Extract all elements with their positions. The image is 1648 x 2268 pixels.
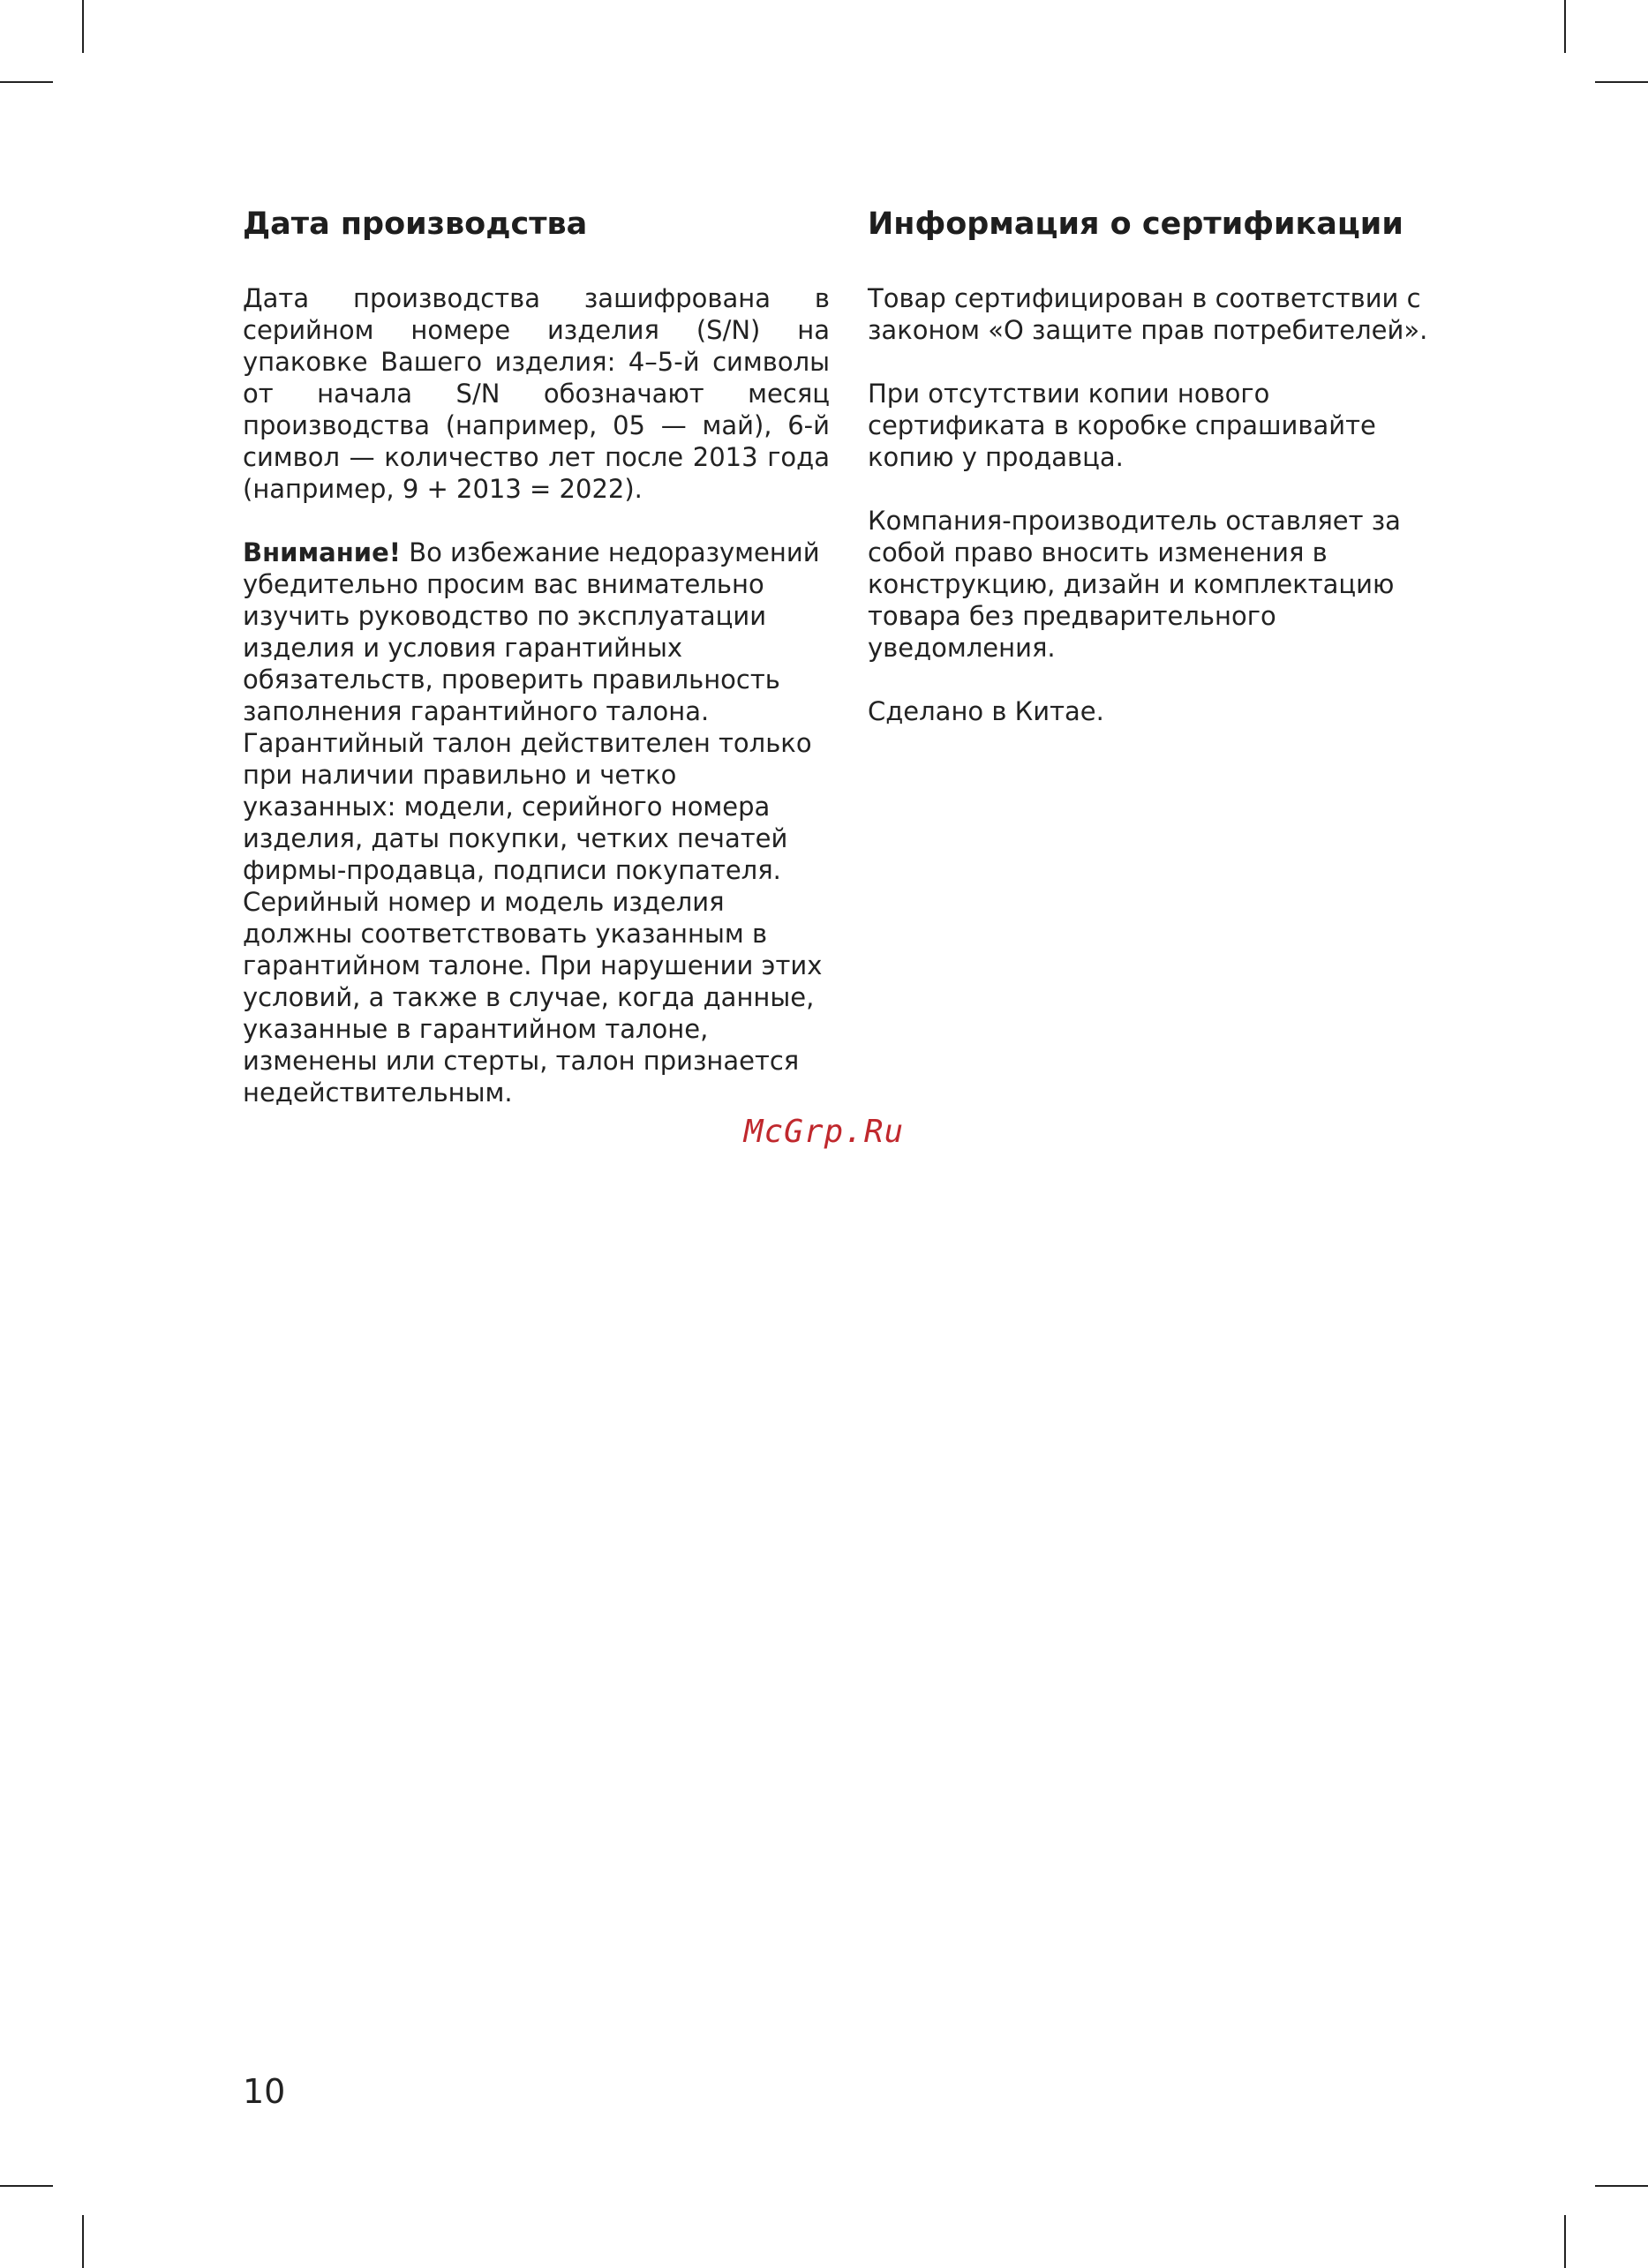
production-date-heading: Дата производства xyxy=(243,207,588,242)
warning-paragraph xyxy=(243,537,830,1108)
crop-mark-bottom-right-horizontal xyxy=(1595,2185,1648,2187)
certification-heading: Информация о сертификации xyxy=(868,207,1403,242)
certificate-copy-paragraph: При отсутствии копии нового сертификата в коробке спрашивайте копию у продавца. xyxy=(868,379,1376,472)
crop-mark-top-right-vertical xyxy=(1564,0,1566,53)
crop-mark-bottom-right-vertical xyxy=(1564,2215,1566,2268)
page-number: 10 xyxy=(243,2072,286,2111)
crop-mark-top-right-horizontal xyxy=(1595,81,1648,83)
manufacturer-rights-paragraph: Компания-производитель оставляет за собой право вносить изменения в конструкцию, дизайн и комплектацию товара без предварительного уведомления. xyxy=(868,506,1401,663)
crop-mark-bottom-left-horizontal xyxy=(0,2185,53,2187)
production-date-paragraph: Дата производства зашифрована в серийном номере изделия (S/N) на упаковке Вашего изделия: 4–5-й символы от начала S/N обозначают месяц производства (например, 05 — май), 6-й символ — количество лет после 2013 года (например, 9 + 2013 = 2022). xyxy=(243,283,830,504)
watermark-link[interactable]: McGrp.Ru xyxy=(743,1114,905,1150)
crop-mark-top-left-vertical xyxy=(82,0,84,53)
certification-paragraph: Товар сертифицирован в соответствии с законом «О защите прав потребителей». xyxy=(868,283,1428,345)
certification-section xyxy=(868,203,1455,759)
crop-mark-top-left-horizontal xyxy=(0,81,53,83)
made-in-paragraph: Сделано в Китае. xyxy=(868,696,1104,726)
warning-text: Во избежание недоразумений убедительно просим вас внимательно изучить руководство по эксплуатации изделия и условия гарантийных обязательств, проверить правильность заполнения гарантийного талона. Гарантийный талон действителен только при наличии правильно и четко указанных: модели, серийного номера изделия, даты покупки, четких печатей фирмы-продавца, подписи покупателя. Серийный номер и модель изделия должны соответствовать указанным в гарантийном талоне. При нарушении этих условий, а также в случае, когда данные, указанные в гарантийном талоне, изменены или стерты, талон признается недействительным. xyxy=(243,537,823,1108)
crop-mark-bottom-left-vertical xyxy=(82,2215,84,2268)
production-date-section xyxy=(243,203,830,1140)
warning-label: Внимание! xyxy=(243,537,401,567)
